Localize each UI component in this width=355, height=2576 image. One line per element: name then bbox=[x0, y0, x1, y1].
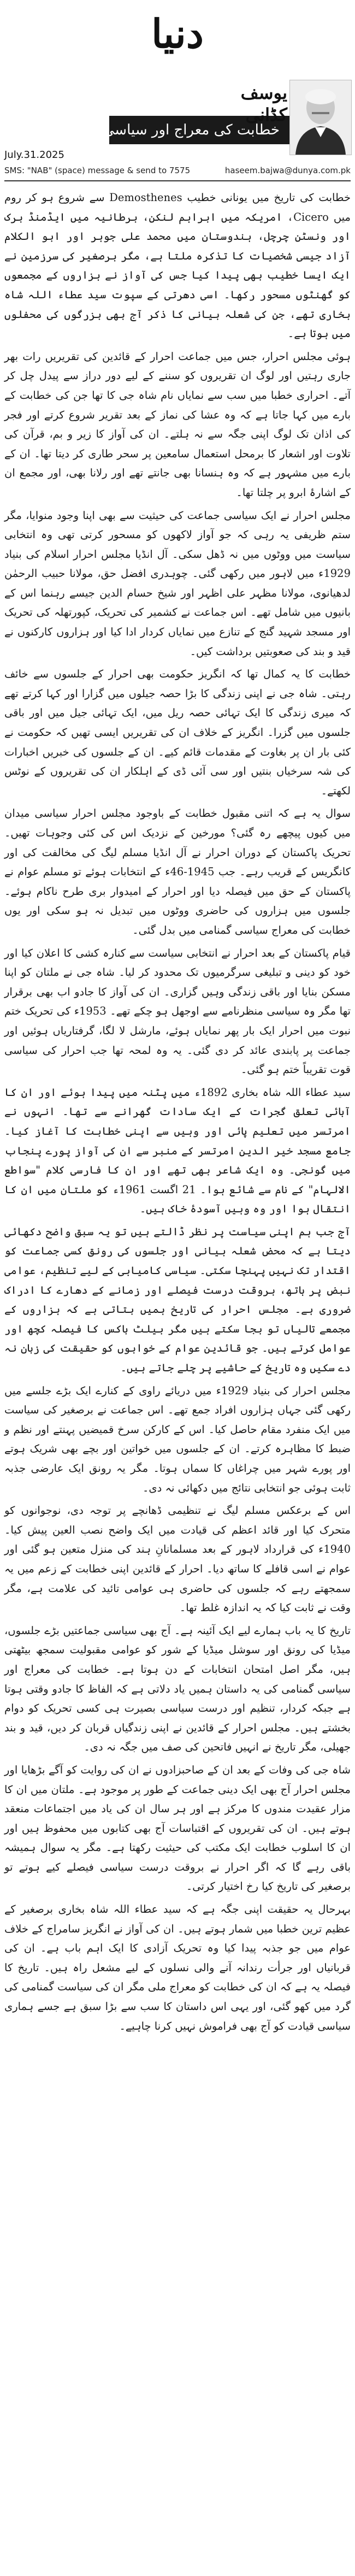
body-paragraph: قیام پاکستان کے بعد احرار نے انتخابی سیاست سے کنارہ کشی کا اعلان کیا اور خود کو دینی و تبلیغی سرگرمیوں تک محدود کر لیا۔ شاہ جی نے ملتان کو اپنا مسکن بنایا اور باقی زندگی وہیں گزاری۔ ان کی آواز کا جادو اب بھی برقرار تھا مگر وہ سیاسی منظرنامے سے اوجھل ہو چکے تھے۔ 1953ء کی تحریک ختم نبوت میں احرار ایک بار پھر نمایاں ہوئے، مارشل لا لگا، گرفتاریاں ہوئیں اور جماعت پر پابندی عائد کر دی گئی۔ یہ وہ لمحہ تھا جب احرار کی سیاسی قوت تقریباً ختم ہو گئی۔ bbox=[4, 946, 351, 1076]
header-divider bbox=[4, 180, 351, 181]
column-title: خطابت کی معراج اور سیاسی گمنامی bbox=[109, 116, 289, 144]
author-name bbox=[200, 82, 287, 126]
author-first-name: یوسف bbox=[240, 82, 287, 103]
column-date: July.31.2025 bbox=[4, 149, 64, 161]
body-paragraph: آج جب ہم اپنی سیاست پر نظر ڈالتے ہیں تو یہ سبق واضح دکھائی دیتا ہے کہ محض شعلہ بیانی اور جلسوں کی رونق کسی جماعت کو اقتدار تک نہیں پہنچا سکتی۔ سیاسی کامیابی کے لیے تنظیم، عوامی نبض پر ہاتھ، بروقت درست فیصلے اور زمانے کے دھارے کا ادراک ضروری ہے۔ مجلس احرار کی تاریخ ہمیں بتاتی ہے کہ ہزاروں کے مجمعے تالیاں تو بجا سکتے ہیں مگر بیلٹ باکس کا فیصلہ کچھ اور عوامل کرتے ہیں۔ جو قائدین عوام کے خوابوں کو حقیقت کی زبان نہ دے سکیں وہ تاریخ کے حاشیے پر چلے جاتے ہیں۔ bbox=[4, 1225, 351, 1375]
author-last-name: کڈانی bbox=[245, 104, 287, 125]
body-paragraph: سید عطاء اللہ شاہ بخاری 1892ء میں پٹنہ میں پیدا ہوئے اور ان کا آبائی تعلق گجرات کے ایک سادات گھرانے سے تھا۔ انہوں نے امرتسر میں تعلیم پائی اور وہیں سے اپنی خطابت کا آغاز کیا۔ جامع مسجد خیر الدین امرتسر کے منبر سے ان کی آواز پورے پنجاب میں گونجی۔ وہ ایک شاعر بھی تھے اور ان کا فارسی کلام "سواطع الالہام" کے نام سے شائع ہوا۔ 21 اگست 1961ء کو ملتان میں ان کا انتقال ہوا اور وہ وہیں آسودۂ خاک ہیں۔ bbox=[4, 1086, 351, 1216]
column-body bbox=[4, 188, 351, 2570]
author-email: haseem.bajwa@dunya.com.pk bbox=[224, 166, 351, 175]
logo-wordmark: دنیا bbox=[151, 10, 204, 57]
author-photo bbox=[289, 80, 352, 155]
body-paragraph: تاریخ کا یہ باب ہمارے لیے ایک آئینہ ہے۔ آج بھی سیاسی جماعتیں بڑے جلسوں، میڈیا کی رونق اور سوشل میڈیا کے شور کو عوامی مقبولیت سمجھ بیٹھتی ہیں، مگر اصل امتحان انتخابات کے دن ہوتا ہے۔ خطابت کی معراج اور سیاسی گمنامی کی یہ داستان ہمیں یاد دلاتی ہے کہ الفاظ کا جادو وقتی ہوتا ہے جبکہ کردار، تنظیم اور درست سیاسی بصیرت ہی کسی تحریک کو دوام بخشتے ہیں۔ مجلس احرار کے قائدین نے اپنی زندگیاں قربان کر دیں، قید و بند جھیلی، مگر تاریخ نے انہیں فاتحین کی صف میں جگہ نہ دی۔ bbox=[4, 1624, 351, 1754]
body-paragraph: بہرحال یہ حقیقت اپنی جگہ ہے کہ سید عطاء اللہ شاہ بخاری برصغیر کے عظیم ترین خطبا میں شمار ہوتے ہیں۔ ان کی آواز نے انگریز سامراج کے خلاف عوام میں جو جذبہ پیدا کیا وہ تحریک آزادی کا ایک اہم باب ہے۔ ان کی قربانیاں اور جرأت رندانہ آنے والی نسلوں کے لیے مشعل راہ ہیں۔ تاریخ کا فیصلہ یہ ہے کہ ان کی خطابت کو معراج ملی مگر ان کی سیاست گمنامی کی گرد میں کھو گئی، اور یہی اس داستان کا سب سے بڑا سبق ہے جسے ہماری سیاسی قیادت کو آج بھی فراموش نہیں کرنا چاہیے۔ bbox=[4, 1903, 351, 2032]
body-paragraph: سوال یہ ہے کہ اتنی مقبول خطابت کے باوجود مجلس احرار سیاسی میدان میں کیوں پیچھے رہ گئی؟ مورخین کے نزدیک اس کی کئی وجوہات تھیں۔ تحریک پاکستان کے دوران احرار نے آل انڈیا مسلم لیگ کی مخالفت کی اور کانگریس کے قریب رہے۔ جب 1945-46ء کے انتخابات ہوئے تو مسلم عوام نے پاکستان کے حق میں فیصلہ دیا اور احرار کے امیدوار بری طرح ناکام ہوئے۔ جلسوں میں ہزاروں کی حاضری ووٹوں میں تبدیل نہ ہو سکی اور یوں خطابت کی معراج سیاسی گمنامی میں بدل گئی۔ bbox=[4, 807, 351, 936]
column-header bbox=[0, 0, 355, 191]
body-paragraph: مجلس احرار کی بنیاد 1929ء میں دریائے راوی کے کنارے ایک بڑے جلسے میں رکھی گئی جہاں ہزاروں افراد جمع تھے۔ اس جماعت نے برصغیر کی سیاست میں ایک منفرد مقام حاصل کیا۔ اس کے کارکن سرخ قمیضیں پہنتے اور نظم و ضبط کا مظاہرہ کرتے۔ ان کے جلسوں میں خواتین اور بچے بھی شریک ہوتے اور پورے شہر میں چراغاں کا سماں ہوتا۔ مگر یہ رونق ایک عارضی جذبہ ثابت ہوئی جو انتخابی نتائج میں دکھائی نہ دی۔ bbox=[4, 1384, 351, 1494]
body-paragraph: ہوئی مجلس احرار، جس میں جماعت احرار کے قائدین کی تقریریں رات بھر جاری رہتیں اور لوگ ان تقریروں کو سننے کے لیے دور دراز سے پیدل چل کر آتے۔ احراری خطبا میں سب سے نمایاں نام شاہ جی کا تھا جن کی خطابت کے بارے میں کہا جاتا ہے کہ وہ عشا کی نماز کے بعد تقریر شروع کرتے اور فجر کی اذان تک لوگ اپنی جگہ سے نہ ہلتے۔ ان کی آواز کا زیر و بم، قرآن کی تلاوت اور اشعار کا برمحل استعمال سامعین پر سحر طاری کر دیتا تھا۔ ان کے بارے میں مشہور ہے کہ وہ ہنسانا بھی جانتے تھے اور رلانا بھی، اور مجمع ان کے اشارۂ ابرو پر چلتا تھا۔ bbox=[4, 350, 351, 499]
body-paragraph: خطابت کی تاریخ میں یونانی خطیب Demosthenes سے شروع ہو کر روم میں Cicero، امریکہ میں ابراہم لنکن، برطانیہ میں ایڈمنڈ برک اور ونسٹن چرچل، ہندوستان میں محمد علی جوہر اور ابو الکلام آزاد جیسی شخصیات کا تذکرہ ملتا ہے، مگر برصغیر کی سرزمین نے ایک ایسا خطیب بھی پیدا کیا جس کی آواز نے ہزاروں کے مجمعوں کو گھنٹوں مسحور رکھا۔ اسی دھرتی کے سپوت سید عطاء اللہ شاہ بخاری تھے، جن کی شعلہ بیانی کا ذکر آج بھی بزرگوں کی محفلوں میں ہوتا ہے۔ bbox=[4, 191, 351, 340]
body-paragraph: شاہ جی کی وفات کے بعد ان کے صاحبزادوں نے ان کی روایت کو آگے بڑھایا اور مجلس احرار آج بھی ایک دینی جماعت کے طور پر موجود ہے۔ ملتان میں ان کا مزار عقیدت مندوں کا مرکز ہے اور ہر سال ان کی یاد میں اجتماعات منعقد ہوتے ہیں۔ ان کی تقریروں کے اقتباسات آج بھی کتابوں میں محفوظ ہیں اور ان کا اسلوب خطابت ایک مکتب کی حیثیت رکھتا ہے۔ مگر یہ سوال ہمیشہ باقی رہے گا کہ اگر احرار نے بروقت درست سیاسی فیصلے کیے ہوتے تو برصغیر کی تاریخ کیا رخ اختیار کرتی۔ bbox=[4, 1763, 351, 1893]
body-paragraph: مجلس احرار نے ایک سیاسی جماعت کی حیثیت سے بھی اپنا وجود منوایا، مگر ستم ظریفی یہ رہی کہ جو آواز لاکھوں کو مسحور کرتی تھی وہ انتخابی سیاست میں ووٹوں میں نہ ڈھل سکی۔ آل انڈیا مجلس احرار اسلام کی بنیاد 1929ء میں لاہور میں رکھی گئی۔ چوہدری افضل حق، مولانا حبیب الرحمٰن لدھیانوی، مولانا مظہر علی اظہر اور شیخ حسام الدین جیسے رہنما اس کے بانیوں میں شامل تھے۔ اس جماعت نے کشمیر کی تحریک، کپورتھلہ کی تحریک اور مسجد شہید گنج کے تنازع میں نمایاں کردار ادا کیا اور ہزاروں کارکنوں نے قید و بند کی صعوبتیں برداشت کیں۔ bbox=[4, 509, 351, 658]
body-paragraph: خطابت کا یہ کمال تھا کہ انگریز حکومت بھی احرار کے جلسوں سے خائف رہتی۔ شاہ جی نے اپنی زندگی کا بڑا حصہ جیلوں میں گزارا اور کہا کرتے تھے کہ میری زندگی کا ایک تہائی حصہ ریل میں، ایک تہائی جیل میں اور باقی جلسوں میں گزرا۔ انگریز کے خلاف ان کی تقریریں ایسی تھیں کہ حکومت نے کئی بار ان پر بغاوت کے مقدمات قائم کیے۔ ان کے جلسوں کی خبریں اخبارات کی شہ سرخیاں بنتیں اور سی آئی ڈی کے اہلکار ان کی تقریروں کے نوٹس لکھتے۔ bbox=[4, 668, 351, 797]
sms-instruction: SMS: "NAB" (space) message & send to 7575 bbox=[4, 166, 191, 175]
author-portrait-icon bbox=[290, 80, 351, 155]
dunya-logo bbox=[135, 4, 220, 63]
body-paragraph: اس کے برعکس مسلم لیگ نے تنظیمی ڈھانچے پر توجہ دی، نوجوانوں کو متحرک کیا اور قائد اعظم کی قیادت میں ایک واضح نصب العین پیش کیا۔ 1940ء کی قرارداد لاہور کے بعد مسلمانانِ ہند کی منزل متعین ہو گئی اور عوام نے اسی قافلے کا ساتھ دیا۔ احرار کے قائدین اپنی خطابت کے زعم میں یہ سمجھتے رہے کہ جلسوں کی حاضری ہی عوامی تائید کی علامت ہے، مگر وقت نے ثابت کیا کہ یہ اندازہ غلط تھا۔ bbox=[4, 1504, 351, 1614]
